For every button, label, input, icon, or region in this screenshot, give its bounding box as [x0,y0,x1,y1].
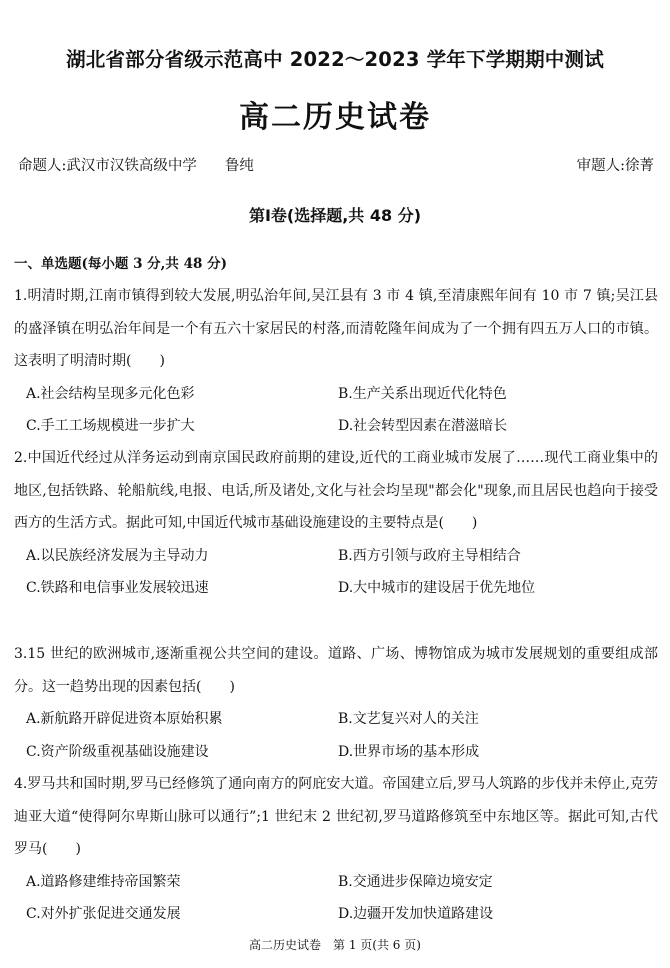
subject-title: 高二历史试卷 [239,100,431,135]
option-d: D.社会转型因素在潜滋暗长 [338,418,508,434]
option-a: A.社会结构呈现多元化色彩 [26,385,195,402]
option-c: C.铁路和电信事业发展较迅速 [26,580,209,596]
page-footer: 高二历史试卷 第 1 页(共 6 页) [249,938,421,952]
option-b: B.交通进步保障边境安定 [338,873,493,890]
option-b: B.文艺复兴对人的关注 [338,711,479,727]
authors-line [18,154,654,175]
option-c: C.对外扩张促进交通发展 [26,906,181,922]
question-3 [14,638,658,768]
setter-name: 鲁纯 [224,158,254,174]
option-b: B.生产关系出现近代化特色 [338,385,507,402]
question-options [14,866,658,931]
option-a: A.道路修建维持帝国繁荣 [26,873,181,890]
question-stem: 4.罗马共和国时期,罗马已经修筑了通向南方的阿庇安大道。帝国建立后,罗马人筑路的步伐并未停止,克劳迪亚大道“使得阿尔卑斯山脉可以通行”;1 世纪末 2 世纪初,罗马道路修筑至中东地区等。据此可知,古代罗马( ) [14,776,658,857]
setter-label: 命题人:武汉市汉铁高级中学 [18,158,197,174]
exam-title: 湖北省部分省级示范高中 2022～2023 学年下学期期中测试 [66,48,604,71]
part-heading: 一、单选题(每小题 3 分,共 48 分) [14,256,227,272]
question-4 [14,768,658,931]
question-1 [14,280,658,443]
option-d: D.世界市场的基本形成 [338,743,480,760]
reviewer: 审题人:徐菁 [576,158,654,174]
option-d: D.边疆开发加快道路建设 [338,906,494,922]
question-setter [18,154,282,175]
option-c: C.资产阶级重视基础设施建设 [26,743,209,760]
question-2 [14,442,658,605]
option-d: D.大中城市的建设居于优先地位 [338,580,536,596]
question-stem: 1.明清时期,江南市镇得到较大发展,明弘治年间,吴江县有 3 市 4 镇,至清康熙年间有 10 市 7 镇;吴江县的盛泽镇在明弘治年间是一个有五六十家居民的村落,而清乾隆年间成为了一个拥有四五万人口的市镇。这表明了明清时期( ) [14,288,658,369]
question-options [14,703,658,768]
section-title: 第Ⅰ卷(选择题,共 48 分) [248,206,422,225]
question-stem: 3.15 世纪的欧洲城市,逐渐重视公共空间的建设。道路、广场、博物馆成为城市发展规划的重要组成部分。这一趋势出现的因素包括( ) [14,646,658,695]
option-c: C.手工工场规模进一步扩大 [26,418,195,434]
question-options [14,540,658,605]
option-a: A.新航路开辟促进资本原始积累 [26,711,223,727]
option-b: B.西方引领与政府主导相结合 [338,547,521,564]
option-a: A.以民族经济发展为主导动力 [26,547,209,564]
question-stem: 2.中国近代经过从洋务运动到南京国民政府前期的建设,近代的工商业城市发展了……现代工商业集中的地区,包括铁路、轮船航线,电报、电话,所及诸处,文化与社会均呈现"都会化"现象,而且居民也趋向于接受西方的生活方式。据此可知,中国近代城市基础设施建设的主要特点是( ) [14,450,658,531]
question-options [14,378,658,443]
